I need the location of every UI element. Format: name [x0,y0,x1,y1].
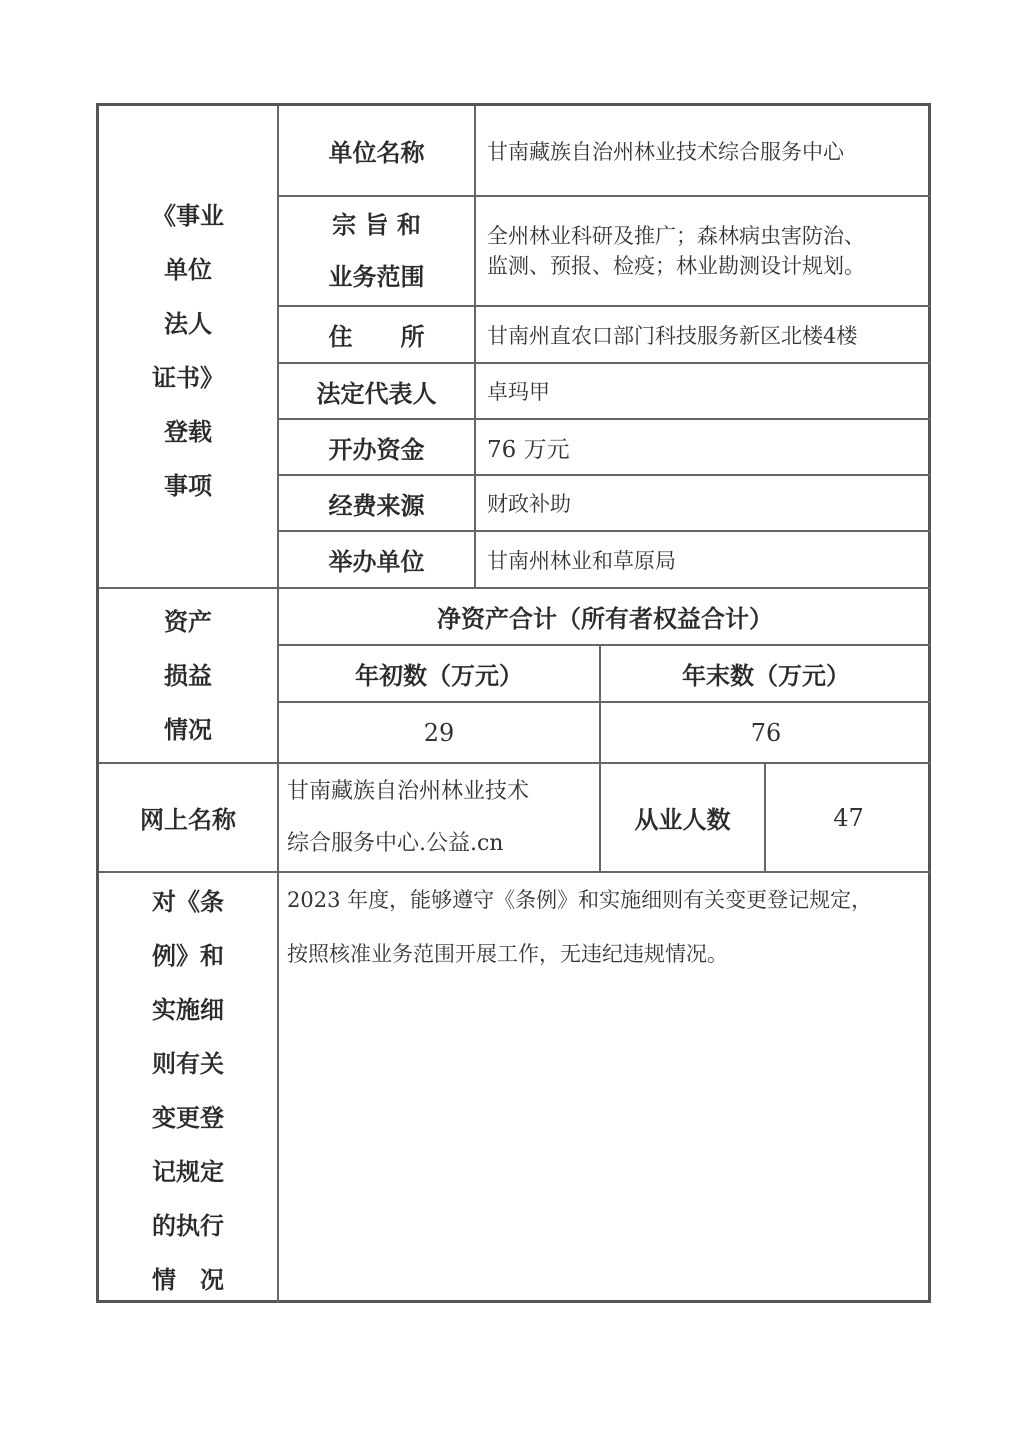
section-label-line: 例》和 [152,941,224,970]
purpose-value-line: 监测、预报、检疫；林业勘测设计规划。 [487,254,865,278]
compliance-section-label [99,873,277,1303]
section-label-line: 情 况 [152,1265,224,1294]
section-label-line: 实施细 [152,995,224,1024]
sponsor-label: 举办单位 [328,547,425,576]
divider [474,106,476,588]
unit-name-value: 甘南藏族自治州林业技术综合服务中心 [487,139,844,164]
section-label-line: 资产 [164,606,212,636]
purpose-label-line: 业务范围 [328,262,425,291]
online-name-value [287,764,599,871]
sponsor-value: 甘南州林业和草原局 [487,548,676,573]
assets-section-label [99,589,277,762]
section-label-line: 登载 [164,417,212,446]
address-value: 甘南州直农口部门科技服务新区北楼4楼 [487,323,858,348]
capital-value: 76 万元 [487,436,570,463]
purpose-value-line: 全州林业科研及推广；森林病虫害防治、 [487,224,865,248]
online-name-label: 网上名称 [140,805,236,834]
section-label-line: 证书》 [152,363,224,392]
capital-label: 开办资金 [328,434,425,464]
compliance-text [287,873,927,1303]
unit-name-label: 单位名称 [328,138,425,167]
section-label-line: 记规定 [152,1157,224,1186]
purpose-label [279,197,474,305]
online-name-line: 甘南藏族自治州林业技术 [287,778,530,804]
funding-value: 财政补助 [487,492,571,516]
purpose-value [487,197,927,305]
end-year-header: 年末数（万元） [682,661,850,690]
section-label-line: 对《条 [152,887,224,916]
section-label-line: 的执行 [152,1211,224,1240]
end-year-value: 76 [750,718,782,747]
begin-year-value: 29 [423,718,455,747]
section-label-line: 法人 [164,309,212,338]
net-assets-header: 净资产合计（所有者权益合计） [437,604,773,633]
compliance-text-line: 按照核准业务范围开展工作，无违纪违规情况。 [287,942,728,966]
funding-label: 经费来源 [328,490,425,520]
staff-count-label: 从业人数 [634,805,731,834]
staff-count-value: 47 [833,803,864,832]
section-label-line: 《事业 [152,201,224,230]
section-label-line: 损益 [164,660,212,690]
section-label-line: 情况 [164,714,212,744]
online-name-line: 综合服务中心.公益.cn [287,830,504,856]
section-label-line: 变更登 [152,1103,224,1132]
section-label-line: 事项 [164,471,212,500]
address-label: 住 所 [328,322,425,351]
begin-year-header: 年初数（万元） [355,661,523,690]
legal-rep-label: 法定代表人 [316,378,437,408]
registration-form-table [96,103,931,1303]
purpose-label-line: 宗 旨 和 [332,210,421,239]
compliance-text-line: 2023 年度，能够遵守《条例》和实施细则有关变更登记规定， [287,888,873,912]
registration-section-label [99,166,277,536]
section-label-line: 则有关 [152,1049,224,1078]
section-label-line: 单位 [164,255,212,284]
legal-rep-value: 卓玛甲 [487,380,550,404]
